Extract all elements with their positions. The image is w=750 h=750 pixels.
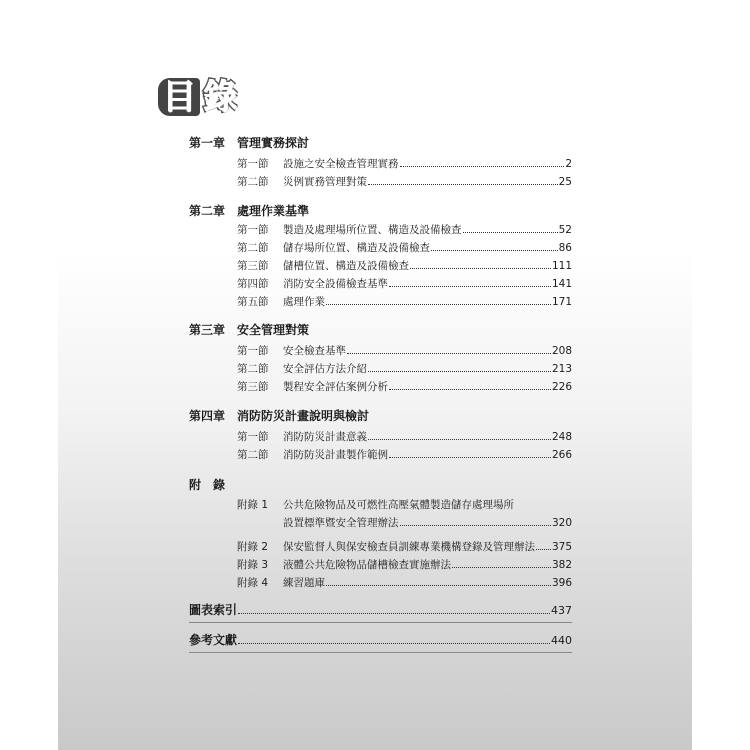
chapter-2-heading[interactable] (189, 203, 309, 219)
leader-dots (238, 603, 550, 614)
appendix-entry[interactable] (237, 498, 572, 512)
figure-index-entry[interactable] (189, 602, 572, 619)
section-title: 消防防災計畫製作範例 (283, 449, 388, 461)
leader-dots (238, 633, 550, 644)
chapter-1-heading[interactable] (189, 135, 309, 151)
chapter-number: 第二章 (189, 204, 226, 218)
section-title: 消防防災計畫意義 (283, 431, 367, 443)
section-title: 設施之安全檢查管理實務 (283, 158, 399, 170)
appendix-title: 練習題庫 (283, 577, 325, 589)
page-number: 375 (551, 541, 572, 553)
appendix-entry[interactable] (237, 540, 572, 554)
section-number: 第一節 (237, 224, 269, 236)
divider (189, 652, 572, 653)
section-number: 第二節 (237, 176, 269, 188)
toc-entry[interactable] (237, 259, 572, 273)
leader-dots (368, 430, 551, 440)
page-number: 141 (551, 278, 572, 290)
section-title: 製造及處理場所位置、構造及設備檢查 (283, 224, 462, 236)
section-number: 第二節 (237, 449, 269, 461)
chapter-number: 第三章 (189, 323, 226, 337)
page-number: 213 (551, 363, 572, 375)
chapter-title: 消防防災計畫說明與檢討 (237, 409, 370, 423)
toc-heading (158, 78, 240, 116)
appendix-entry-continued[interactable] (283, 516, 572, 530)
appendix-title: 公共危險物品及可燃性高壓氣體製造儲存處理場所 (283, 499, 514, 511)
chapter-number: 第四章 (189, 409, 226, 423)
appendix-entry[interactable] (237, 558, 572, 572)
chapter-title: 處理作業基準 (237, 204, 310, 218)
leader-dots (326, 295, 551, 305)
appendix-title: 液體公共危險物品儲槽檢查實施辦法 (283, 559, 451, 571)
leader-dots (452, 558, 551, 568)
figure-index-title: 圖表索引 (189, 603, 238, 617)
page-number: 208 (551, 345, 572, 357)
leader-dots (347, 344, 551, 354)
toc-entry[interactable] (237, 362, 572, 376)
page-number: 437 (551, 604, 572, 617)
chapter-4-heading[interactable] (189, 408, 369, 424)
section-title: 處理作業 (283, 296, 325, 308)
section-number: 第五節 (237, 296, 269, 308)
section-title: 災例實務管理對策 (283, 176, 367, 188)
appendix-entry[interactable] (237, 576, 572, 590)
section-title: 安全檢查基準 (283, 345, 346, 357)
divider (189, 622, 572, 623)
toc-entry[interactable] (237, 380, 572, 394)
leader-dots (368, 175, 558, 185)
references-entry[interactable] (189, 632, 572, 649)
toc-entry[interactable] (237, 157, 572, 171)
leader-dots (410, 259, 551, 269)
references-title: 參考文獻 (189, 633, 238, 647)
appendix-number: 附錄 3 (237, 559, 269, 571)
chapter-number: 第一章 (189, 136, 226, 150)
section-title: 製程安全評估案例分析 (283, 381, 388, 393)
section-title: 安全評估方法介紹 (283, 363, 367, 375)
leader-dots (463, 223, 558, 233)
leader-dots (389, 277, 551, 287)
section-number: 第三節 (237, 260, 269, 272)
leader-dots (389, 380, 551, 390)
leader-dots (400, 516, 551, 526)
page-number: 440 (551, 634, 572, 647)
leader-dots (368, 362, 551, 372)
toc-heading-char-2: 錄 (203, 77, 237, 117)
section-number: 第一節 (237, 345, 269, 357)
leader-dots (389, 448, 551, 458)
toc-entry[interactable] (237, 448, 572, 462)
section-number: 第三節 (237, 381, 269, 393)
section-title: 消防安全設備檢查基準 (283, 278, 388, 290)
section-number: 第一節 (237, 431, 269, 443)
toc-entry[interactable] (237, 344, 572, 358)
toc-entry[interactable] (237, 430, 572, 444)
appendix-number: 附錄 4 (237, 577, 269, 589)
page-number: 171 (551, 296, 572, 308)
chapter-3-heading[interactable] (189, 322, 309, 338)
appendix-number: 附錄 1 (237, 499, 269, 511)
toc-entry[interactable] (237, 223, 572, 237)
toc-entry[interactable] (237, 277, 572, 291)
leader-dots (400, 157, 565, 167)
section-title: 儲槽位置、構造及設備檢查 (283, 260, 409, 272)
page-number: 111 (551, 260, 572, 272)
page-number: 396 (551, 577, 572, 589)
page-number: 382 (551, 559, 572, 571)
page-number: 25 (558, 176, 572, 188)
page-number: 2 (565, 158, 572, 170)
leader-dots (431, 241, 558, 251)
page-number: 86 (558, 242, 572, 254)
appendix-label: 附錄 (189, 478, 238, 492)
section-number: 第四節 (237, 278, 269, 290)
appendix-title: 保安監督人與保安檢查員訓練專業機構登錄及管理辦法 (283, 541, 535, 553)
chapter-title: 安全管理對策 (237, 323, 310, 337)
toc-entry[interactable] (237, 295, 572, 309)
page-number: 266 (551, 449, 572, 461)
section-number: 第一節 (237, 158, 269, 170)
page-number: 52 (558, 224, 572, 236)
toc-heading-char-1: 目 (158, 78, 200, 116)
page-number: 320 (551, 517, 572, 529)
leader-dots (326, 576, 551, 586)
section-title: 儲存場所位置、構造及設備檢查 (283, 242, 430, 254)
appendix-number: 附錄 2 (237, 541, 269, 553)
section-number: 第二節 (237, 242, 269, 254)
appendix-title-cont: 設置標準暨安全管理辦法 (283, 517, 399, 529)
page-number: 248 (551, 431, 572, 443)
toc-entry[interactable] (237, 175, 572, 189)
section-number: 第二節 (237, 363, 269, 375)
chapter-title: 管理實務探討 (237, 136, 310, 150)
appendix-heading[interactable] (189, 477, 237, 493)
page-number: 226 (551, 381, 572, 393)
toc-entry[interactable] (237, 241, 572, 255)
leader-dots (536, 540, 551, 550)
